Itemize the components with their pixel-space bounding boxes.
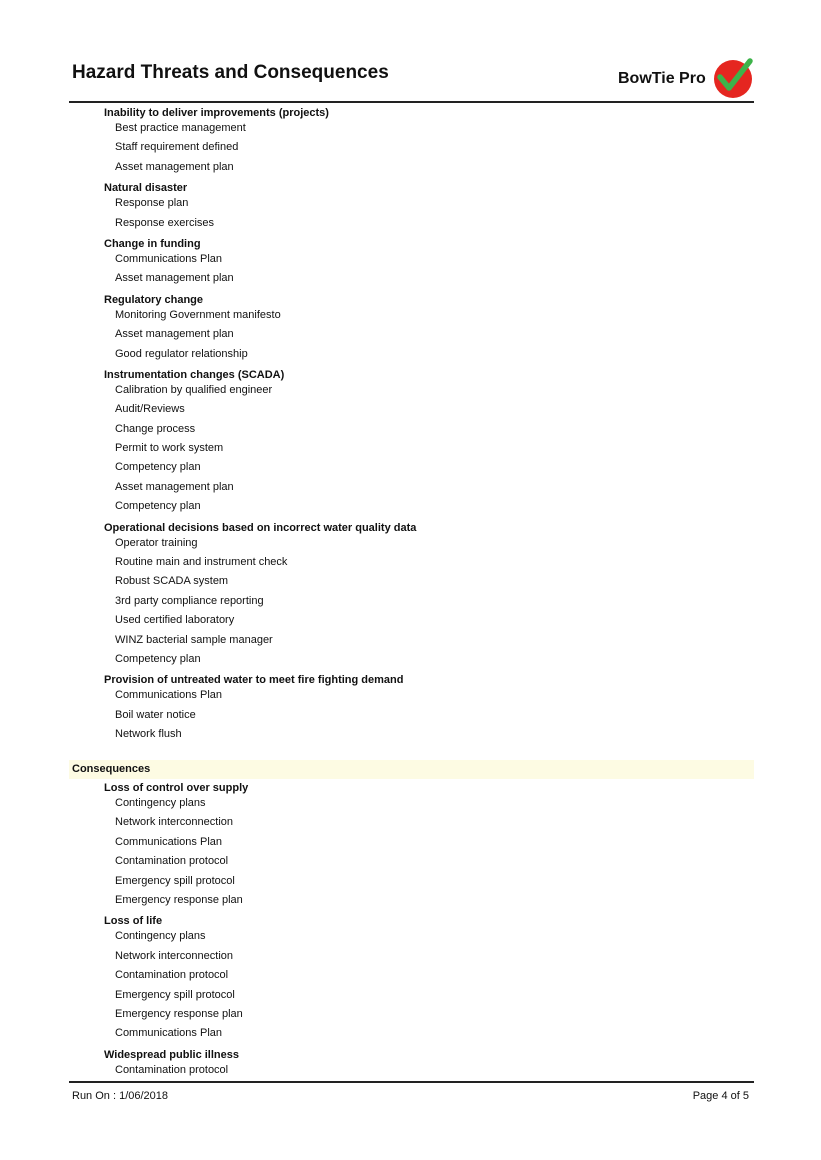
control-item: Contingency plans bbox=[115, 930, 206, 943]
consequence-title: Loss of life bbox=[104, 915, 163, 928]
control-item: Best practice management bbox=[115, 122, 246, 134]
control-item: Emergency spill protocol bbox=[115, 874, 235, 887]
control-item: Network flush bbox=[115, 728, 182, 741]
control-item: Monitoring Government manifesto bbox=[115, 308, 281, 321]
footer-divider bbox=[69, 1081, 754, 1083]
threat-group bbox=[69, 106, 754, 179]
checkmark-logo-icon bbox=[712, 57, 754, 99]
threats-section bbox=[69, 104, 754, 747]
control-item: Routine main and instrument check bbox=[115, 556, 288, 569]
header-divider bbox=[69, 101, 754, 103]
control-item: Contingency plans bbox=[115, 797, 206, 809]
control-item: Boil water notice bbox=[115, 708, 196, 721]
control-item: Response plan bbox=[115, 197, 189, 210]
control-item: Asset management plan bbox=[115, 272, 234, 285]
control-item: Used certified laboratory bbox=[115, 614, 235, 627]
control-item: Communications Plan bbox=[115, 689, 222, 702]
control-item: Contamination protocol bbox=[115, 1063, 229, 1076]
page-number: Page 4 of 5 bbox=[692, 1090, 749, 1102]
threat-group bbox=[69, 521, 754, 672]
consequence-group bbox=[69, 914, 754, 1045]
control-item: Robust SCADA system bbox=[115, 575, 229, 588]
control-item: Competency plan bbox=[115, 500, 201, 513]
control-item: Communications Plan bbox=[115, 252, 222, 265]
control-item: Contamination protocol bbox=[115, 855, 229, 868]
control-item: Competency plan bbox=[115, 461, 201, 474]
page-title: Hazard Threats and Consequences bbox=[72, 62, 389, 83]
run-on-date: Run On : 1/06/2018 bbox=[72, 1090, 169, 1102]
control-item: Asset management plan bbox=[115, 160, 234, 173]
control-item: Staff requirement defined bbox=[115, 141, 239, 154]
control-item: Contamination protocol bbox=[115, 969, 229, 982]
threat-group bbox=[69, 181, 754, 235]
threat-title: Provision of untreated water to meet fire fighting demand bbox=[104, 674, 404, 687]
threat-title: Natural disaster bbox=[104, 182, 188, 195]
threat-title: Change in funding bbox=[104, 237, 201, 250]
threat-title: Instrumentation changes (SCADA) bbox=[104, 368, 285, 381]
control-item: 3rd party compliance reporting bbox=[115, 594, 264, 607]
control-item: Good regulator relationship bbox=[115, 347, 248, 360]
consequence-group bbox=[69, 1048, 754, 1082]
control-item: Communications Plan bbox=[115, 835, 222, 848]
control-item: Audit/Reviews bbox=[115, 403, 185, 416]
threat-group bbox=[69, 673, 754, 746]
consequences-section bbox=[69, 760, 754, 1082]
consequences-header: Consequences bbox=[69, 760, 754, 779]
threat-title: Regulatory change bbox=[104, 293, 204, 306]
control-item: WINZ bacterial sample manager bbox=[115, 633, 273, 646]
control-item: Asset management plan bbox=[115, 328, 234, 341]
consequence-title: Loss of control over supply bbox=[104, 782, 249, 794]
control-item: Asset management plan bbox=[115, 480, 234, 493]
control-item: Network interconnection bbox=[115, 816, 234, 829]
control-item: Emergency response plan bbox=[115, 1007, 243, 1020]
control-item: Emergency spill protocol bbox=[115, 988, 235, 1001]
threat-title: Inability to deliver improvements (projects) bbox=[104, 107, 329, 119]
control-item: Competency plan bbox=[115, 652, 201, 665]
control-item: Response exercises bbox=[115, 216, 215, 229]
threat-group bbox=[69, 368, 754, 519]
threat-title: Operational decisions based on incorrect water quality data bbox=[104, 521, 417, 534]
control-item: Permit to work system bbox=[115, 442, 224, 455]
threat-group bbox=[69, 237, 754, 291]
consequence-title: Widespread public illness bbox=[104, 1048, 239, 1061]
control-item: Operator training bbox=[115, 536, 198, 549]
threat-group bbox=[69, 293, 754, 366]
control-item: Calibration by qualified engineer bbox=[115, 383, 273, 396]
consequence-group bbox=[69, 781, 754, 912]
control-item: Change process bbox=[115, 422, 196, 435]
control-item: Network interconnection bbox=[115, 949, 234, 962]
control-item: Communications Plan bbox=[115, 1027, 222, 1040]
brand-name: BowTie Pro bbox=[618, 70, 706, 87]
control-item: Emergency response plan bbox=[115, 893, 243, 906]
